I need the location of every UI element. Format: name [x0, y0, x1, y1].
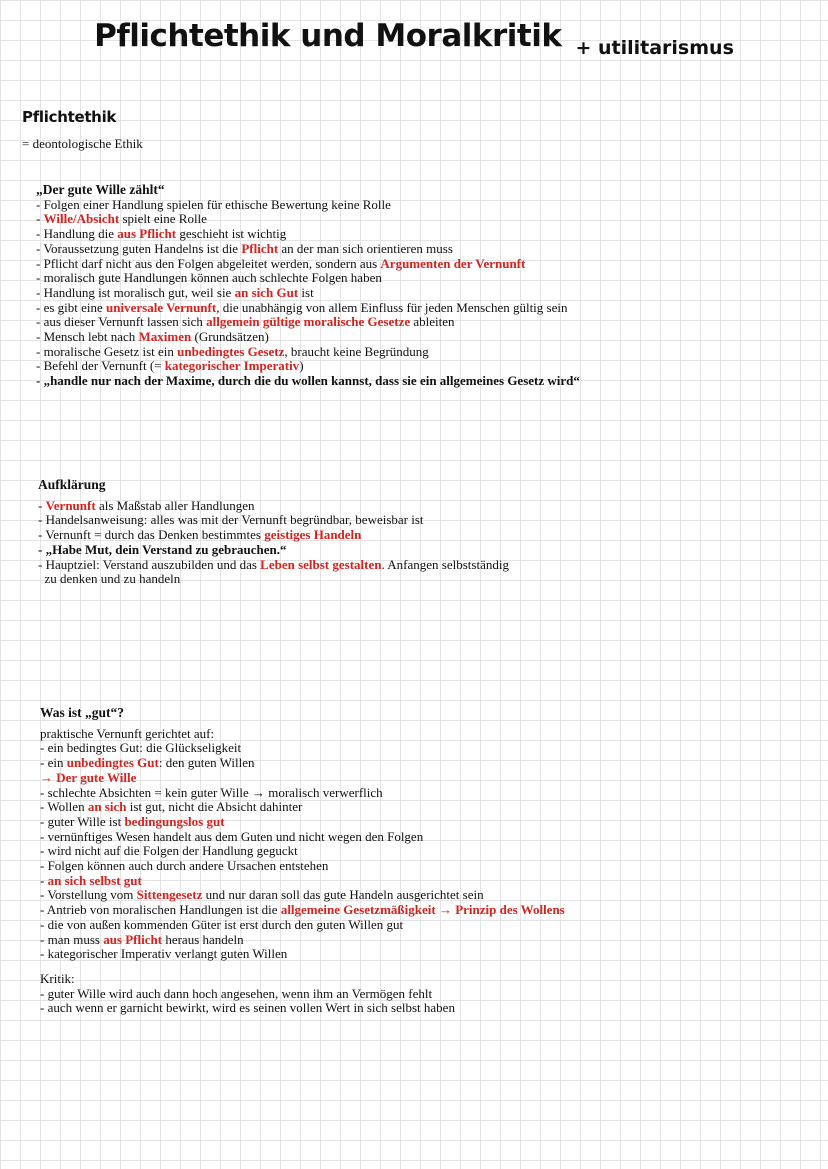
text-segment: - auch wenn er garnicht bewirkt, wird es seinen vollen Wert in sich selbst haben: [40, 1000, 455, 1016]
text-segment: - Befehl der Vernunft (=: [36, 358, 165, 374]
highlight-term: an sich Gut: [234, 284, 299, 300]
text-segment: und nur daran soll das gute Handeln ausgerichtet sein: [202, 887, 484, 903]
text-line: [40, 844, 800, 859]
text-segment: , die unabhängig von allem Einfluss für jeden Menschen gültig sein: [216, 299, 568, 315]
text-segment: spielt eine Rolle: [119, 211, 207, 227]
text-segment: - Vorstellung vom: [40, 887, 137, 903]
text-line: [36, 212, 796, 227]
text-line: [38, 528, 798, 543]
text-segment: - Folgen können auch durch andere Ursachen entstehen: [40, 858, 329, 874]
text-line: [40, 815, 800, 830]
text-segment: geschieht ist wichtig: [176, 226, 287, 242]
text-segment: - guter Wille ist: [40, 813, 125, 829]
kritik-list: [40, 987, 800, 1016]
highlight-term: Vernunft: [45, 497, 96, 513]
highlight-term: Argumenten der Vernunft: [380, 255, 526, 271]
section-der-gute-wille: [36, 183, 796, 389]
text-line: [40, 903, 800, 918]
text-segment: - Antrieb von moralischen Handlungen ist die: [40, 902, 281, 918]
text-segment: , braucht keine Begründung: [284, 343, 429, 359]
text-line: [36, 315, 796, 330]
page-header: [0, 18, 828, 59]
text-segment: - Hauptziel: Verstand auszubilden und das: [38, 556, 261, 572]
text-segment: als Maßstab aller Handlungen: [95, 497, 255, 513]
text-segment: - moralische Gesetz ist ein: [36, 343, 178, 359]
text-line: [36, 301, 796, 316]
text-segment: -: [40, 872, 48, 888]
definition-text: = deontologische Ethik: [22, 136, 143, 151]
highlight-term: kategorischer Imperativ: [164, 358, 300, 374]
highlight-term: an sich: [87, 799, 127, 815]
text-segment: - vernünftiges Wesen handelt aus dem Guten und nicht wegen den Folgen: [40, 828, 424, 844]
text-segment: - die von außen kommenden Güter ist erst durch den guten Willen gut: [40, 916, 404, 932]
text-line: [36, 198, 796, 213]
text-segment: - schlechte Absichten = kein guter Wille → moralisch verwerflich: [40, 784, 383, 800]
section-was-ist-gut: [40, 706, 800, 1016]
highlight-term: Wille/Absicht: [43, 211, 120, 227]
highlight-term: unbedingtes Gesetz: [177, 343, 285, 359]
highlight-term: aus Pflicht: [117, 226, 177, 242]
text-segment: ableiten: [410, 314, 455, 330]
text-segment: - ein bedingtes Gut: die Glückseligkeit: [40, 740, 242, 756]
text-line: [40, 741, 800, 756]
text-segment: -: [38, 497, 46, 513]
bullet-list: [38, 499, 798, 587]
highlight-term: allgemein gültige moralische Gesetze: [206, 314, 411, 330]
highlight-term: aus Pflicht: [103, 931, 163, 947]
text-line: [36, 227, 796, 242]
text-segment: - Handelsanweisung: alles was mit der Vernunft begründbar, beweisbar ist: [38, 512, 424, 528]
section-heading: Was ist „gut“?: [40, 705, 125, 720]
text-line: [36, 271, 796, 286]
text-segment: - es gibt eine: [36, 299, 107, 315]
text-segment: - aus dieser Vernunft lassen sich: [36, 314, 207, 330]
text-segment: : den guten Willen: [158, 755, 255, 771]
text-segment: an der man sich orientieren muss: [278, 240, 453, 256]
highlight-term: Maximen: [138, 329, 192, 345]
text-segment: - man muss: [40, 931, 104, 947]
text-line: [40, 771, 800, 786]
text-line: [36, 242, 796, 257]
text-segment: (Grundsätzen): [191, 329, 269, 345]
text-line: [40, 830, 800, 845]
text-line: [36, 374, 796, 389]
page-title: Pflichtethik und Moralkritik: [94, 18, 562, 54]
bold-quote: - „Habe Mut, dein Verstand zu gebrauchen.“: [38, 541, 287, 557]
text-line: [40, 987, 800, 1002]
text-segment: - wird nicht auf die Folgen der Handlung geguckt: [40, 843, 298, 859]
text-line: [38, 572, 798, 587]
text-segment: -: [36, 211, 44, 227]
text-segment: - Wollen: [40, 799, 88, 815]
text-line: [40, 874, 800, 889]
section-heading: Aufklärung: [38, 477, 106, 492]
text-line: [38, 558, 798, 573]
text-line: [38, 513, 798, 528]
highlight-term: → Der gute Wille: [40, 769, 137, 785]
highlight-term: unbedingtes Gut: [66, 755, 159, 771]
text-segment: heraus handeln: [162, 931, 244, 947]
bullet-list: [40, 727, 800, 962]
text-segment: . Anfangen selbstständig: [381, 556, 509, 572]
text-line: [36, 257, 796, 272]
text-segment: - guter Wille wird auch dann hoch angesehen, wenn ihm an Vermögen fehlt: [40, 985, 433, 1001]
text-segment: praktische Vernunft gerichtet auf:: [40, 725, 215, 741]
text-line: [40, 918, 800, 933]
text-line: [36, 345, 796, 360]
text-segment: - Vernunft = durch das Denken bestimmtes: [38, 527, 265, 543]
text-line: [40, 800, 800, 815]
text-segment: ist: [298, 284, 314, 300]
text-segment: - kategorischer Imperativ verlangt guten Willen: [40, 946, 288, 962]
section-aufklaerung: [38, 478, 798, 587]
text-segment: ): [299, 358, 304, 374]
highlight-term: geistiges Handeln: [264, 527, 362, 543]
text-segment: - Mensch lebt nach: [36, 329, 139, 345]
highlight-term: bedingungslos gut: [124, 813, 225, 829]
text-segment: - Handlung ist moralisch gut, weil sie: [36, 284, 235, 300]
text-segment: - Folgen einer Handlung spielen für ethische Bewertung keine Rolle: [36, 196, 391, 212]
text-segment: - ein: [40, 755, 67, 771]
highlight-term: Sittengesetz: [136, 887, 203, 903]
text-line: [40, 756, 800, 771]
text-line: [36, 330, 796, 345]
text-segment: zu denken und zu handeln: [38, 571, 181, 587]
highlight-term: Pflicht: [241, 240, 279, 256]
text-line: [40, 727, 800, 742]
kritik-heading: Kritik:: [40, 970, 75, 986]
highlight-term: universale Vernunft: [106, 299, 217, 315]
text-line: [40, 786, 800, 801]
text-line: [40, 859, 800, 874]
text-segment: - Pflicht darf nicht aus den Folgen abgeleitet werden, sondern aus: [36, 255, 381, 271]
text-line: [40, 1001, 800, 1016]
text-line: [38, 543, 798, 558]
highlight-term: Leben selbst gestalten: [260, 556, 382, 572]
text-line: [40, 947, 800, 962]
text-segment: ist gut, nicht die Absicht dahinter: [126, 799, 303, 815]
text-line: [36, 286, 796, 301]
page-subtitle: + utilitarismus: [575, 37, 734, 59]
bullet-list: [36, 198, 796, 389]
text-line: [38, 499, 798, 514]
highlight-term: an sich selbst gut: [47, 872, 142, 888]
text-segment: - Handlung die: [36, 226, 118, 242]
text-segment: - moralisch gute Handlungen können auch schlechte Folgen haben: [36, 270, 382, 286]
text-line: [40, 888, 800, 903]
highlight-term: allgemeine Gesetzmäßigkeit → Prinzip des Wollens: [280, 902, 565, 918]
section-heading: „Der gute Wille zählt“: [36, 182, 165, 197]
section-heading-pflichtethik: Pflichtethik: [22, 108, 117, 126]
text-line: [36, 359, 796, 374]
text-line: [40, 933, 800, 948]
bold-quote: - „handle nur nach der Maxime, durch die du wollen kannst, dass sie ein allgemeines Gesetz wird“: [36, 373, 580, 389]
text-segment: - Voraussetzung guten Handelns ist die: [36, 240, 242, 256]
